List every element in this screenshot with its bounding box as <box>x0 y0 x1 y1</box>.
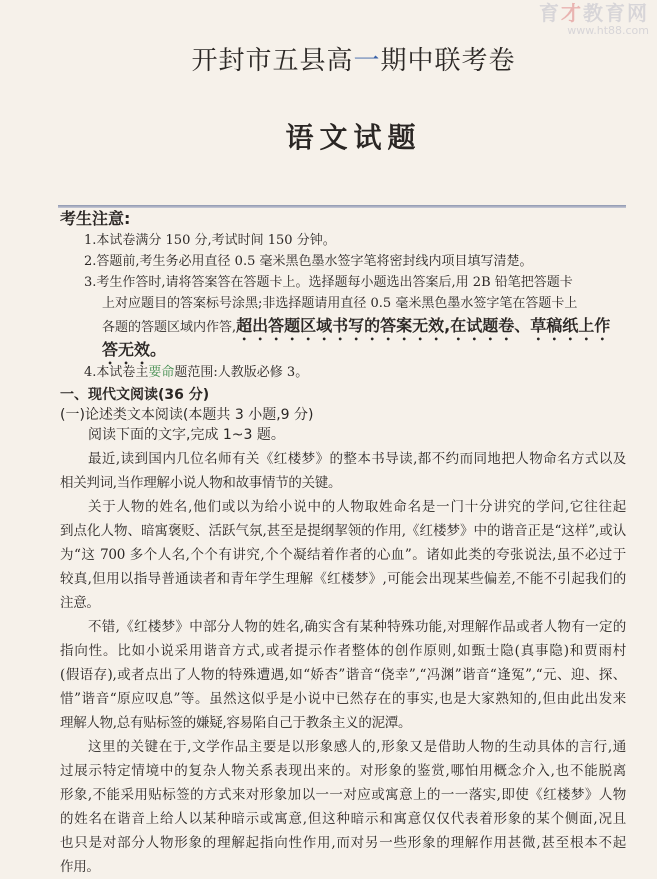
notice-text-green: 要命 <box>148 365 175 380</box>
passage-line: 作用。 <box>60 859 100 875</box>
passage-line: 理解人物,总有贴标签的嫌疑,容易陷自己于教条主义的泥潭。 <box>60 715 412 731</box>
passage <box>60 447 626 879</box>
notice-heading: 考生注意: <box>60 209 131 228</box>
passage-line: 不错,《红楼梦》中部分人物的姓名,确实含有某种特殊功能,对理解作品或者人物有一定的 <box>88 619 626 635</box>
section-heading: 一、现代文阅读(36 分) <box>60 387 210 403</box>
exam-subtitle: 语文试题 <box>285 121 422 154</box>
watermark-char: 育 <box>539 1 561 25</box>
notice-list <box>84 230 629 383</box>
passage-line: 到点化人物、暗寓褒贬、活跃气氛,甚至是提纲挈领的作用,《红楼梦》中的谐音正是“这样”,或认 <box>60 523 626 539</box>
watermark-logo <box>539 2 649 37</box>
notice-emphasis: 答无效。 <box>102 340 167 359</box>
passage-line: 关于人物的姓名,他们或以为给小说中的人物取姓命名是一门十分讲究的学问,它往往起 <box>88 499 626 515</box>
title-highlight: 一 <box>353 46 381 76</box>
exam-title <box>0 44 657 78</box>
divider <box>58 205 626 208</box>
instruction: 阅读下面的文字,完成 1~3 题。 <box>88 427 285 443</box>
subsection-heading: (一)论述类文本阅读(本题共 3 小题,9 分) <box>60 407 314 423</box>
watermark-char: 才 <box>561 1 583 25</box>
passage-line: (假语存),或者点出了人物的特殊遭遇,如“娇杏”谐音“侥幸”,“冯渊”谐音“逢冤”,“元、迎、探、 <box>60 667 626 683</box>
title-text: 期中联考卷 <box>380 46 516 76</box>
notice-item: 3.考生作答时,请将答案答在答题卡上。选择题每小题选出答案后,用 2B 铅笔把答题卡 <box>84 275 573 290</box>
watermark-url: www.ht88.com <box>567 24 649 37</box>
passage-line: 指向性。比如小说采用谐音方式,或者提示作者整体的创作原则,如甄士隐(真事隐)和贾雨村 <box>60 643 626 659</box>
passage-line: 也只是对部分人物形象的理解起指向性作用,而对另一些形象的理解作用甚微,甚至根本不起 <box>60 835 626 851</box>
passage-line: 较真,但用以指导普通读者和青年学生理解《红楼梦》,可能会出现某些偏差,不能不引起我们的 <box>60 571 626 587</box>
passage-line: 形象,不能采用贴标签的方式来对形象加以一一对应或寓意上的一一落实,即使《红楼梦》人物 <box>60 787 626 803</box>
passage-line: 为“这 700 多个人名,个个有讲究,个个凝结着作者的心血”。诸如此类的夸张说法,虽不必过于 <box>60 547 626 563</box>
title-text: 开封市五县高 <box>191 46 354 76</box>
passage-line: 过展示特定情境中的复杂人物关系表现出来的。对形象的鉴赏,哪怕用概念介入,也不能脱离 <box>60 763 626 779</box>
notice-text: 题范围:人教版必修 3。 <box>174 365 309 380</box>
passage-line: 相关判词,当作理解小说人物和故事情节的关键。 <box>60 475 342 491</box>
notice-item: 1.本试卷满分 150 分,考试时间 150 分钟。 <box>84 233 336 248</box>
passage-line: 的姓名在谐音上给人以某种暗示或寓意,但这种暗示和寓意仅仅代表着形象的某个侧面,况且 <box>60 811 626 827</box>
notice-text: 各题的答题区域内作答, <box>102 320 237 335</box>
passage-line: 这里的关键在于,文学作品主要是以形象感人的,形象又是借助人物的生动具体的言行,通 <box>88 739 626 755</box>
notice-item <box>84 362 629 383</box>
notice-emphasis: 超出答题区域书写的答案无效,在试题卷、草稿纸上作 <box>236 316 611 335</box>
passage-line: 最近,读到国内几位名师有关《红楼梦》的整本书导读,都不约而同地把人物命名方式以及 <box>88 451 626 467</box>
watermark-char: 教育网 <box>583 1 649 25</box>
passage-line: 惜”谐音“原应叹息”等。虽然这似乎是小说中已然存在的事实,也是大家熟知的,但由此出发来 <box>60 691 626 707</box>
notice-item: 2.答题前,考生务必用直径 0.5 毫米黑色墨水签字笔将密封线内项目填写清楚。 <box>84 254 533 269</box>
notice-text: 4.本试卷主 <box>84 365 149 380</box>
passage-line: 注意。 <box>60 595 100 611</box>
notice-item: 上对应题目的答案标号涂黑;非选择题请用直径 0.5 毫米黑色墨水签字笔在答题卡上 <box>102 296 578 311</box>
notice-item <box>84 314 629 338</box>
